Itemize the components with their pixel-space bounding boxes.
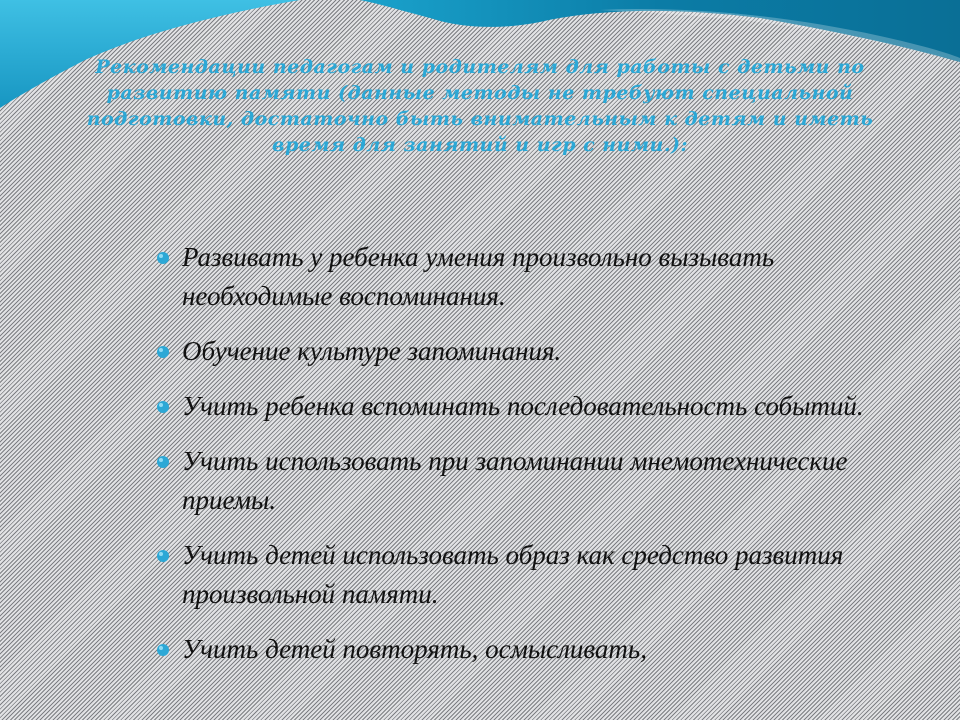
droplet-bullet-icon bbox=[156, 455, 170, 469]
list-item bbox=[150, 387, 870, 426]
droplet-bullet-icon bbox=[156, 643, 170, 657]
slide-title: Рекомендации педагогам и родителям для работы с детьми по развитию памяти (данные методы не требуют специальной подготовки, достаточно быть внимательным к детям и иметь время для занятий и игр с ними.): bbox=[86, 56, 874, 156]
list-item-text: Учить использовать при запоминании мнемотехнические приемы. bbox=[182, 446, 848, 515]
recommendation-list bbox=[150, 238, 870, 685]
list-item-text: Учить ребенка вспоминать последовательность событий. bbox=[182, 391, 864, 421]
list-item-text: Учить детей повторять, осмысливать, bbox=[182, 634, 647, 664]
list-item bbox=[150, 332, 870, 371]
droplet-bullet-icon bbox=[156, 251, 170, 265]
list-item-text: Развивать у ребенка умения произвольно вызывать необходимые воспоминания. bbox=[182, 242, 775, 311]
list-item bbox=[150, 536, 870, 614]
list-item bbox=[150, 630, 870, 669]
list-item bbox=[150, 442, 870, 520]
list-item-text: Обучение культуре запоминания. bbox=[182, 336, 562, 366]
droplet-bullet-icon bbox=[156, 345, 170, 359]
droplet-bullet-icon bbox=[156, 549, 170, 563]
droplet-bullet-icon bbox=[156, 400, 170, 414]
list-item bbox=[150, 238, 870, 316]
list-item-text: Учить детей использовать образ как средство развития произвольной памяти. bbox=[182, 540, 844, 609]
